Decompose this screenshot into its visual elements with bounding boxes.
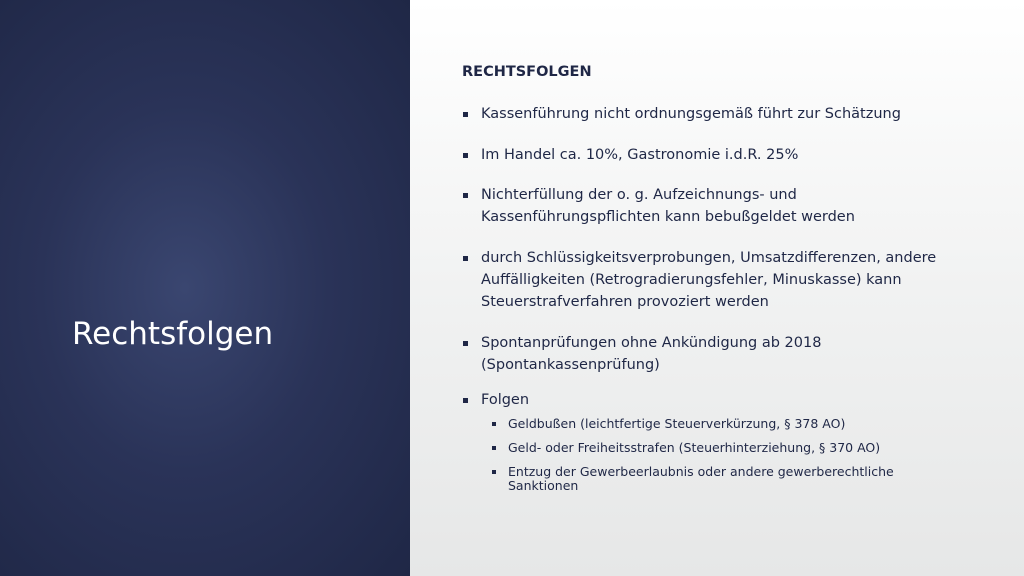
content-heading: RECHTSFOLGEN — [462, 64, 592, 80]
bullet-text: Kassenführung nicht ordnungsgemäß führt zur Schätzung — [481, 106, 901, 122]
sub-bullet-item — [492, 417, 952, 431]
bullet-text: durch Schlüssigkeitsverprobungen, Umsatzdifferenzen, andere Auffälligkeiten (Retrogradierungsfehler, Minuskasse) kann Steuerstrafverfahren provoziert werden — [481, 250, 937, 310]
square-bullet-icon — [463, 112, 468, 117]
square-bullet-icon — [463, 341, 468, 346]
bullet-text: Im Handel ca. 10%, Gastronomie i.d.R. 25% — [481, 147, 799, 163]
sub-bullet-text: Geld- oder Freiheitsstrafen (Steuerhinterziehung, § 370 AO) — [508, 440, 881, 455]
bullet-item — [462, 184, 892, 228]
slide-title: Rechtsfolgen — [72, 316, 274, 352]
bullet-text: Nichterfüllung der o. g. Aufzeichnungs- und Kassenführungspflichten kann bebußgeldet werden — [481, 187, 855, 225]
square-bullet-icon — [463, 153, 468, 158]
bullet-text: Spontanprüfungen ohne Ankündigung ab 2018 (Spontankassenprüfung) — [481, 335, 822, 373]
bullet-text: Folgen — [481, 392, 530, 408]
bullet-item — [462, 103, 982, 125]
title-panel — [0, 0, 410, 576]
bullet-item — [462, 247, 972, 313]
square-bullet-icon — [492, 446, 496, 450]
square-bullet-icon — [492, 470, 496, 474]
square-bullet-icon — [463, 398, 468, 403]
bullet-item — [462, 389, 982, 411]
sub-bullet-text: Geldbußen (leichtfertige Steuerverkürzung, § 378 AO) — [508, 416, 846, 431]
square-bullet-icon — [492, 422, 496, 426]
square-bullet-icon — [463, 193, 468, 198]
sub-bullet-item — [492, 465, 922, 493]
sub-bullet-item — [492, 441, 952, 455]
bullet-item — [462, 332, 862, 376]
bullet-item — [462, 144, 982, 166]
sub-bullet-text: Entzug der Gewerbeerlaubnis oder andere gewerberechtliche Sanktionen — [508, 464, 894, 493]
square-bullet-icon — [463, 256, 468, 261]
